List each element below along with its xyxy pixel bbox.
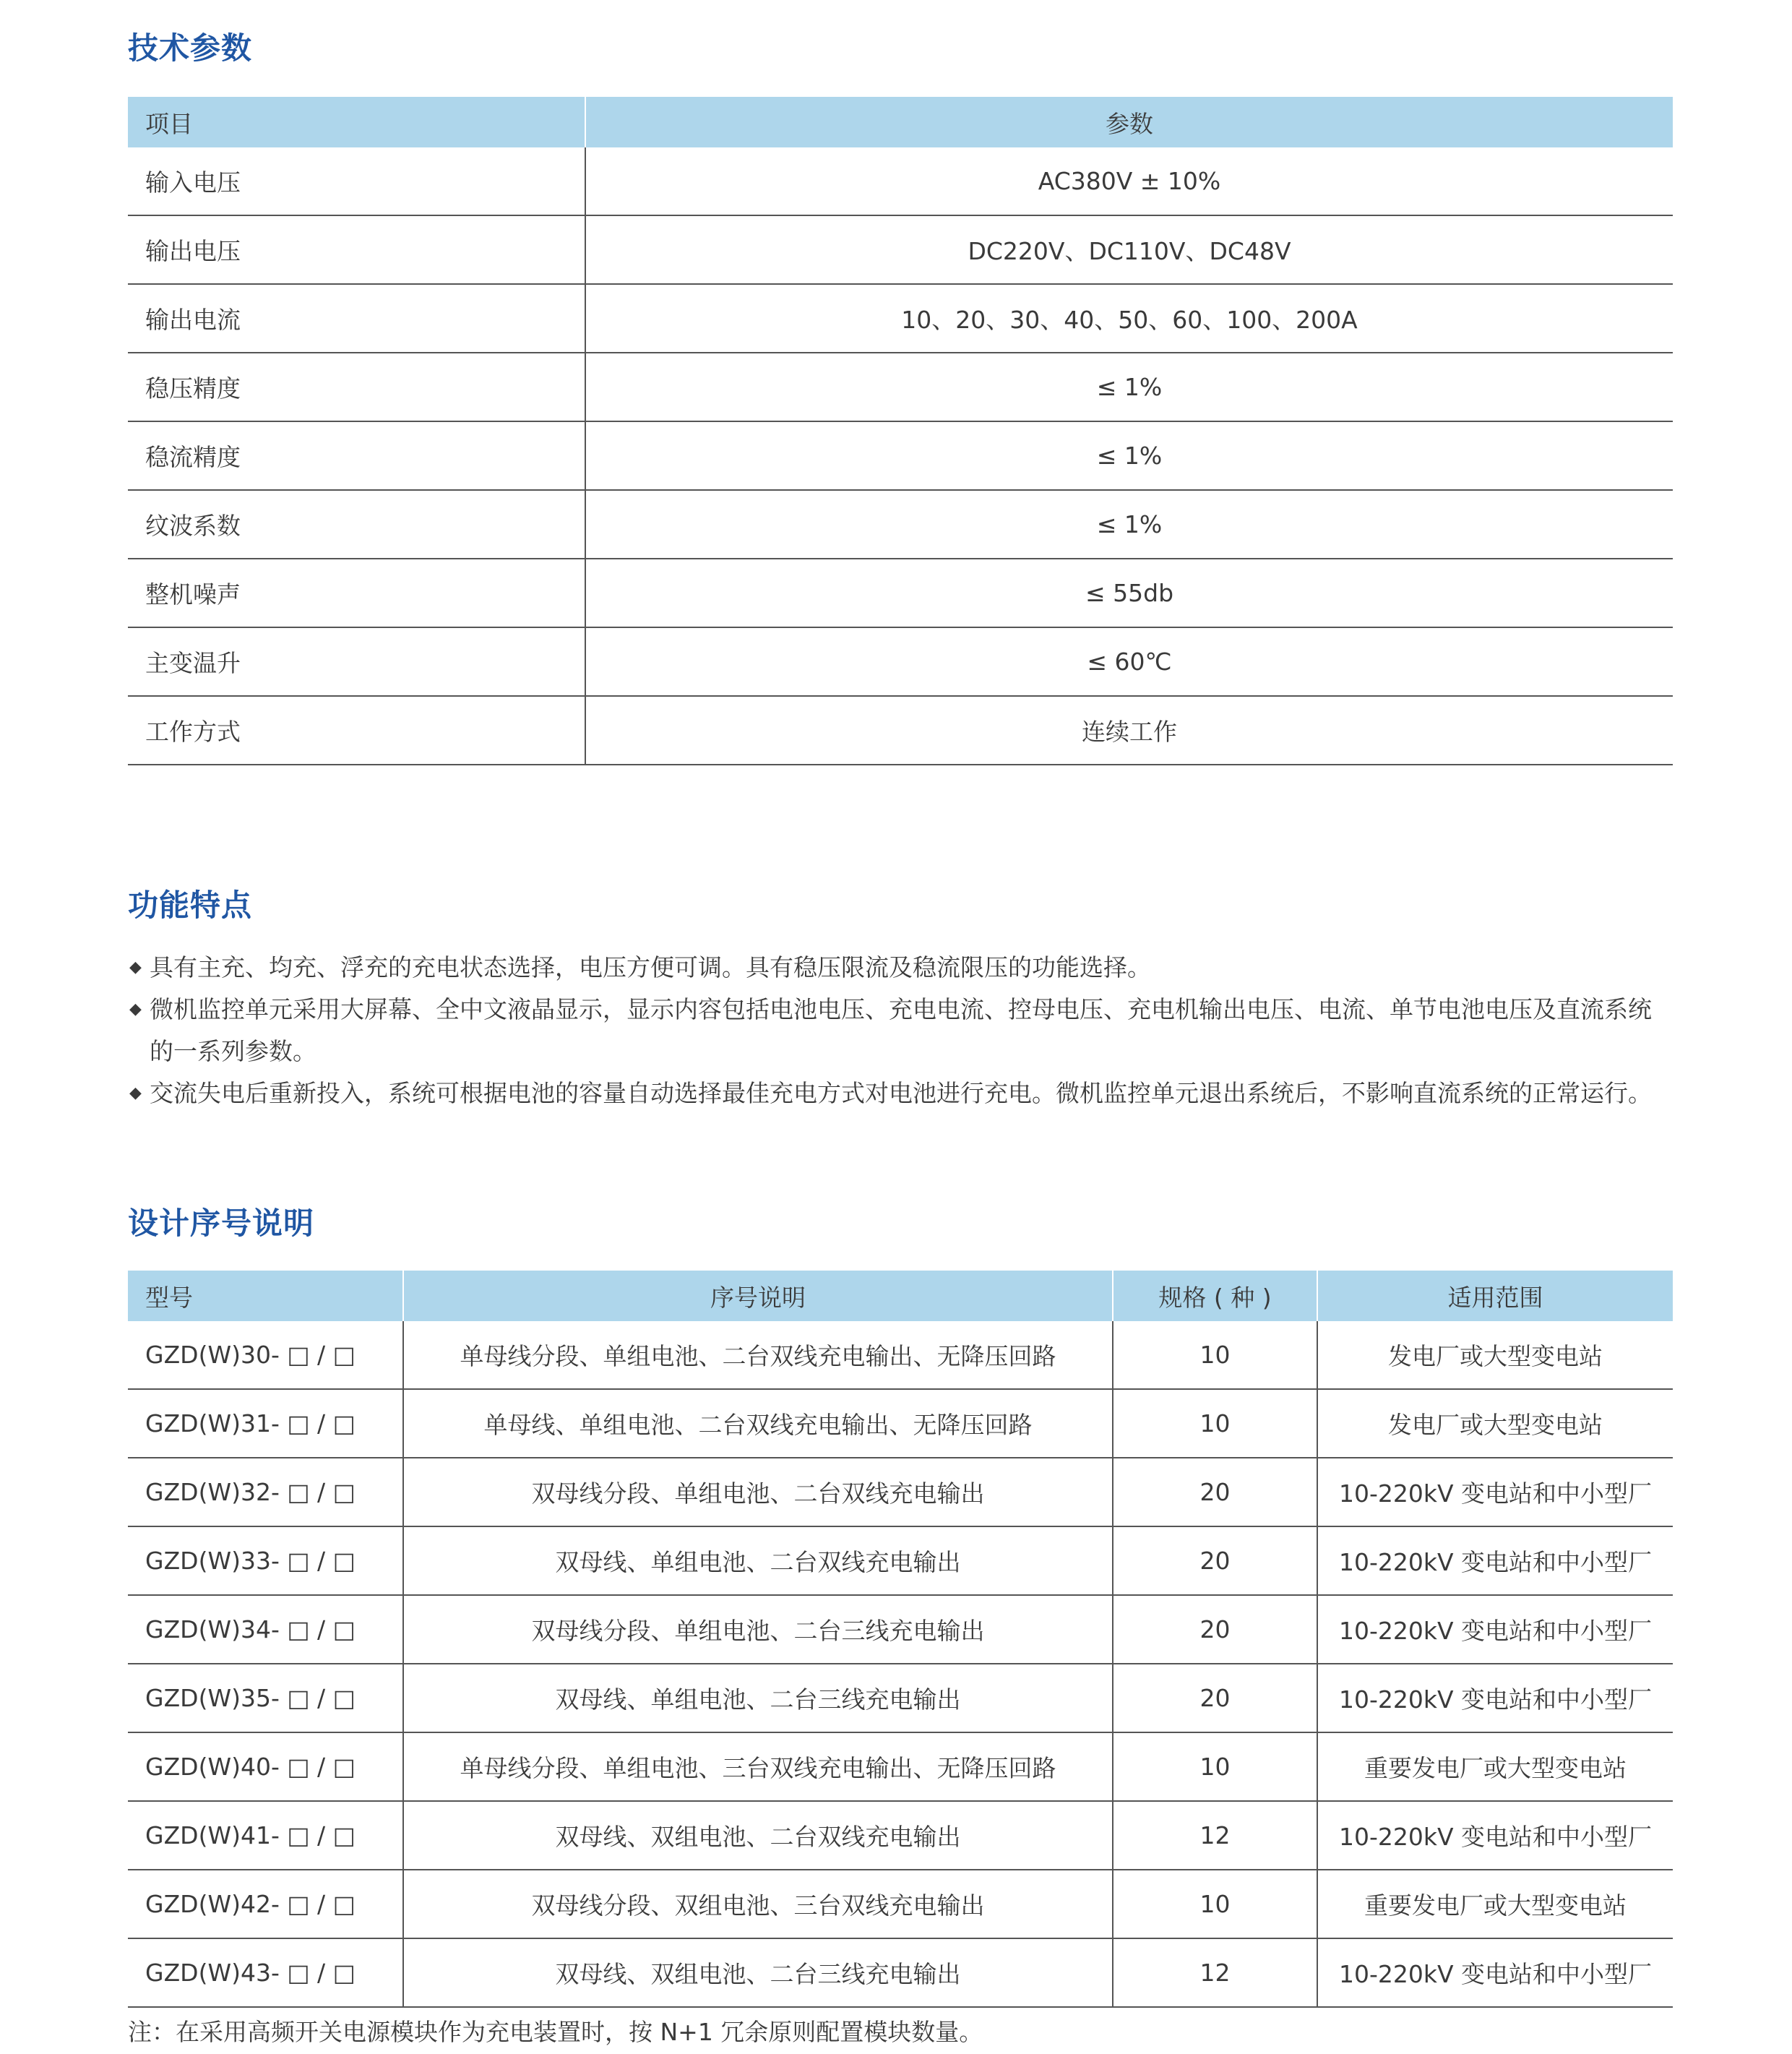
feature-text: 具有主充、均充、浮充的充电状态选择，电压方便可调。具有稳压限流及稳流限压的功能选择。 <box>150 953 1151 981</box>
diamond-bullet-icon: ◆ <box>129 958 142 976</box>
model-cell: GZD(W)40- □ / □ <box>128 1732 403 1801</box>
scope-cell: 发电厂或大型变电站 <box>1317 1321 1673 1389</box>
table-header-row <box>128 97 1673 147</box>
row-label: 稳压精度 <box>128 353 585 421</box>
features-list <box>128 947 1673 1114</box>
table-row <box>128 1321 1673 1389</box>
description-cell: 单母线分段、单组电池、二台双线充电输出、无降压回路 <box>403 1321 1113 1389</box>
row-value: 连续工作 <box>585 696 1673 765</box>
table-row <box>128 1732 1673 1801</box>
spec-cell: 12 <box>1113 1938 1317 2007</box>
table-row <box>128 284 1673 353</box>
row-value: ≤ 55db <box>585 559 1673 627</box>
table-row <box>128 1595 1673 1664</box>
row-value: ≤ 1% <box>585 353 1673 421</box>
row-value: AC380V ± 10% <box>585 147 1673 215</box>
list-item <box>128 989 1673 1073</box>
scope-cell: 10-220kV 变电站和中小型厂 <box>1317 1458 1673 1526</box>
scope-cell: 10-220kV 变电站和中小型厂 <box>1317 1595 1673 1664</box>
row-label: 工作方式 <box>128 696 585 765</box>
tech-params-title: 技术参数 <box>128 30 253 66</box>
header-model: 型号 <box>128 1271 403 1321</box>
scope-cell: 10-220kV 变电站和中小型厂 <box>1317 1938 1673 2007</box>
row-label: 输出电压 <box>128 215 585 284</box>
table-row <box>128 1801 1673 1870</box>
table-row <box>128 1389 1673 1458</box>
list-item <box>128 947 1673 989</box>
description-cell: 双母线、双组电池、二台双线充电输出 <box>403 1801 1113 1870</box>
description-cell: 双母线分段、单组电池、二台双线充电输出 <box>403 1458 1113 1526</box>
model-cell: GZD(W)34- □ / □ <box>128 1595 403 1664</box>
description-cell: 单母线分段、单组电池、三台双线充电输出、无降压回路 <box>403 1732 1113 1801</box>
table-row <box>128 1458 1673 1526</box>
model-cell: GZD(W)41- □ / □ <box>128 1801 403 1870</box>
spec-cell: 20 <box>1113 1526 1317 1595</box>
table-row <box>128 215 1673 284</box>
description-cell: 双母线分段、双组电池、三台双线充电输出 <box>403 1870 1113 1938</box>
row-label: 输出电流 <box>128 284 585 353</box>
tech-params-table <box>128 97 1673 765</box>
diamond-bullet-icon: ◆ <box>129 1000 142 1018</box>
footnote: 注：在采用高频开关电源模块作为充电装置时，按 N+1 冗余原则配置模块数量。 <box>128 2018 983 2046</box>
model-cell: GZD(W)42- □ / □ <box>128 1870 403 1938</box>
table-row <box>128 1526 1673 1595</box>
diamond-bullet-icon: ◆ <box>129 1084 142 1102</box>
model-cell: GZD(W)43- □ / □ <box>128 1938 403 2007</box>
header-param: 参数 <box>585 97 1673 147</box>
description-cell: 双母线、单组电池、二台三线充电输出 <box>403 1664 1113 1732</box>
table-row <box>128 147 1673 215</box>
model-cell: GZD(W)35- □ / □ <box>128 1664 403 1732</box>
row-value: ≤ 60℃ <box>585 627 1673 696</box>
table-row <box>128 1938 1673 2007</box>
scope-cell: 重要发电厂或大型变电站 <box>1317 1732 1673 1801</box>
spec-cell: 20 <box>1113 1458 1317 1526</box>
header-spec: 规格 ( 种 ) <box>1113 1271 1317 1321</box>
description-cell: 双母线、双组电池、二台三线充电输出 <box>403 1938 1113 2007</box>
spec-cell: 10 <box>1113 1732 1317 1801</box>
row-label: 主变温升 <box>128 627 585 696</box>
row-value: 10、20、30、40、50、60、100、200A <box>585 284 1673 353</box>
table-row <box>128 1664 1673 1732</box>
table-row <box>128 696 1673 765</box>
table-row <box>128 627 1673 696</box>
row-label: 稳流精度 <box>128 421 585 490</box>
spec-cell: 12 <box>1113 1801 1317 1870</box>
design-table <box>128 1271 1673 2008</box>
table-row <box>128 490 1673 559</box>
model-cell: GZD(W)30- □ / □ <box>128 1321 403 1389</box>
header-scope: 适用范围 <box>1317 1271 1673 1321</box>
spec-cell: 20 <box>1113 1595 1317 1664</box>
list-item <box>128 1073 1673 1114</box>
model-cell: GZD(W)32- □ / □ <box>128 1458 403 1526</box>
row-label: 纹波系数 <box>128 490 585 559</box>
table-row <box>128 421 1673 490</box>
description-cell: 单母线、单组电池、二台双线充电输出、无降压回路 <box>403 1389 1113 1458</box>
scope-cell: 10-220kV 变电站和中小型厂 <box>1317 1801 1673 1870</box>
spec-cell: 10 <box>1113 1321 1317 1389</box>
table-row <box>128 353 1673 421</box>
feature-text: 交流失电后重新投入，系统可根据电池的容量自动选择最佳充电方式对电池进行充电。微机监控单元退出系统后，不影响直流系统的正常运行。 <box>150 1079 1652 1107</box>
header-item: 项目 <box>128 97 585 147</box>
spec-cell: 20 <box>1113 1664 1317 1732</box>
scope-cell: 10-220kV 变电站和中小型厂 <box>1317 1664 1673 1732</box>
model-cell: GZD(W)33- □ / □ <box>128 1526 403 1595</box>
row-label: 整机噪声 <box>128 559 585 627</box>
row-value: DC220V、DC110V、DC48V <box>585 215 1673 284</box>
scope-cell: 10-220kV 变电站和中小型厂 <box>1317 1526 1673 1595</box>
row-value: ≤ 1% <box>585 421 1673 490</box>
spec-cell: 10 <box>1113 1870 1317 1938</box>
table-row <box>128 1870 1673 1938</box>
model-cell: GZD(W)31- □ / □ <box>128 1389 403 1458</box>
scope-cell: 重要发电厂或大型变电站 <box>1317 1870 1673 1938</box>
header-description: 序号说明 <box>403 1271 1113 1321</box>
description-cell: 双母线分段、单组电池、二台三线充电输出 <box>403 1595 1113 1664</box>
design-title: 设计序号说明 <box>128 1206 315 1241</box>
scope-cell: 发电厂或大型变电站 <box>1317 1389 1673 1458</box>
table-header-row <box>128 1271 1673 1321</box>
feature-text: 微机监控单元采用大屏幕、全中文液晶显示，显示内容包括电池电压、充电电流、控母电压、充电机输出电压、电流、单节电池电压及直流系统的一系列参数。 <box>150 995 1652 1065</box>
features-title: 功能特点 <box>128 888 253 923</box>
table-row <box>128 559 1673 627</box>
description-cell: 双母线、单组电池、二台双线充电输出 <box>403 1526 1113 1595</box>
row-label: 输入电压 <box>128 147 585 215</box>
row-value: ≤ 1% <box>585 490 1673 559</box>
spec-cell: 10 <box>1113 1389 1317 1458</box>
